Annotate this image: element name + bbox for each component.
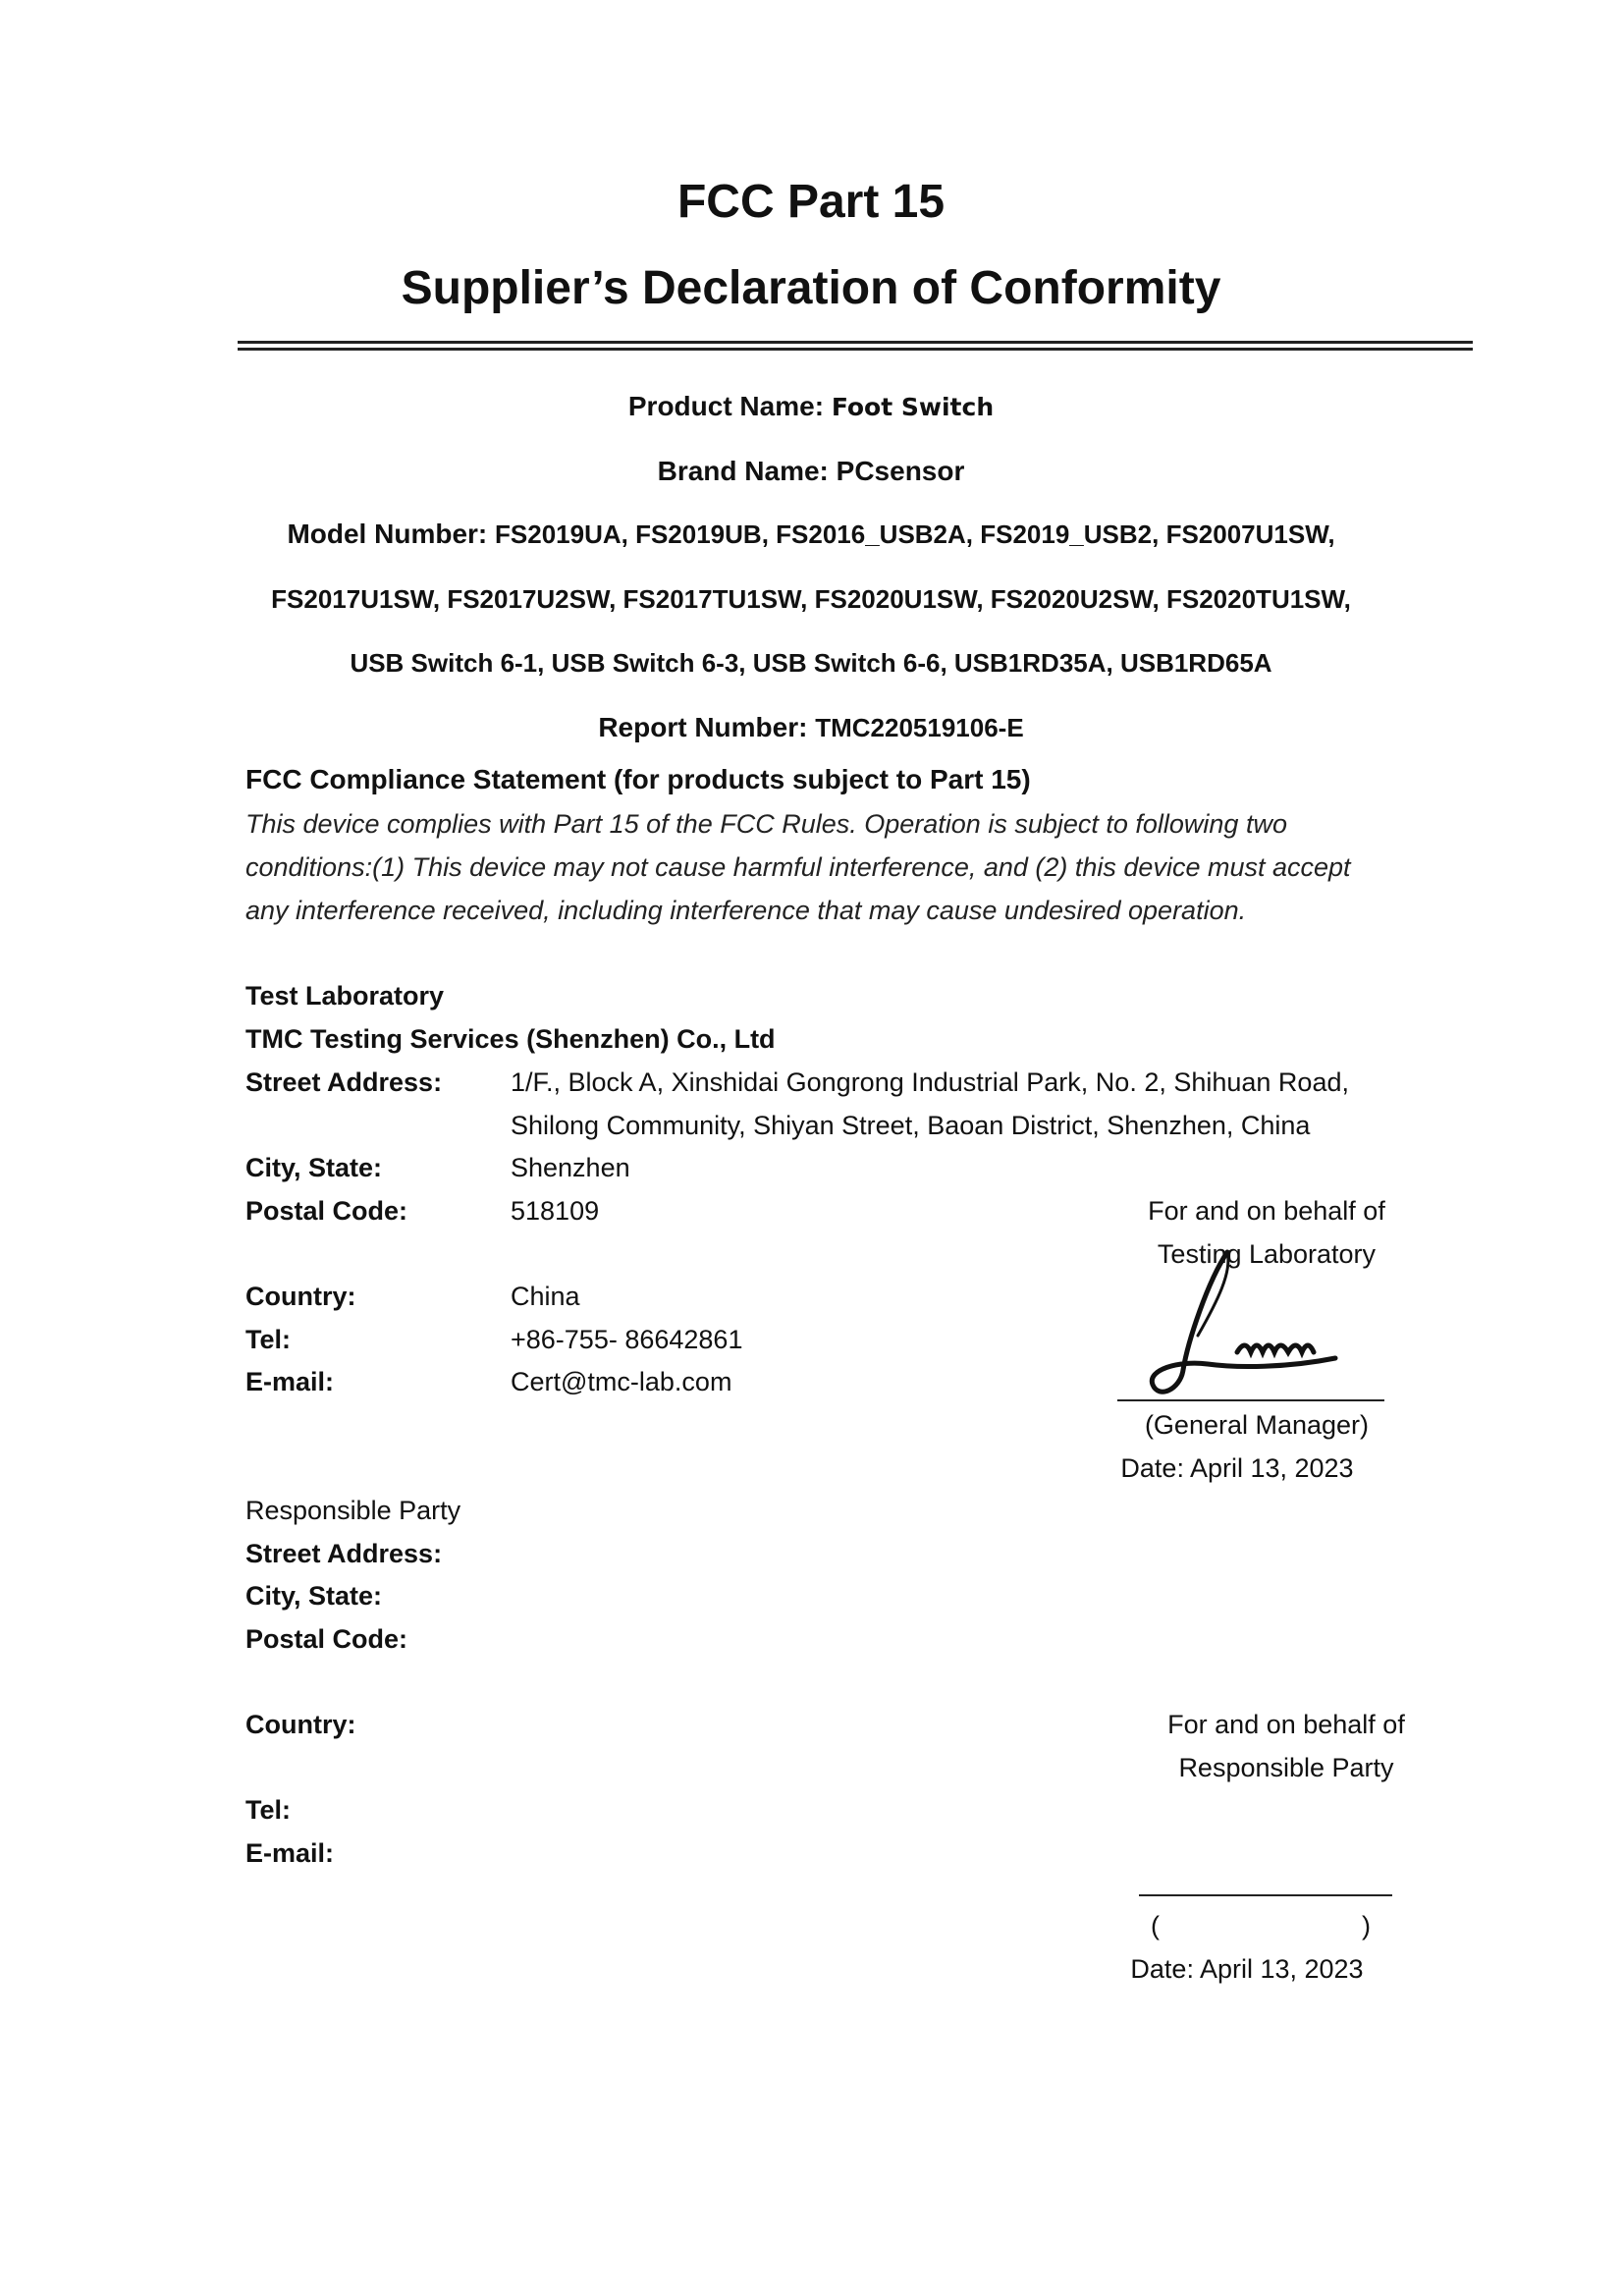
model-number-label: Model Number:	[287, 519, 488, 549]
lab-city-value: Shenzhen	[511, 1153, 630, 1182]
responsible-paren-close: )	[1362, 1911, 1371, 1941]
model-number-value-1: FS2019UA, FS2019UB, FS2016_USB2A, FS2019_USB2, FS2007U1SW,	[495, 519, 1335, 549]
double-rule-bottom	[238, 348, 1473, 351]
responsible-city-label: City, State:	[245, 1581, 383, 1611]
responsible-paren-open: (	[1151, 1911, 1160, 1941]
brand-name-label: Brand Name:	[657, 456, 829, 486]
responsible-email-label: E-mail:	[245, 1838, 335, 1868]
compliance-text-line-3: any interference received, including interference that may cause undesired operation.	[245, 896, 1247, 925]
brand-name-line	[0, 456, 1622, 487]
lab-tel-value: +86-755- 86642861	[511, 1325, 743, 1354]
double-rule-top	[238, 341, 1473, 344]
lab-behalf-line-2: Testing Laboratory	[1157, 1239, 1377, 1269]
responsible-signature-line	[1139, 1894, 1392, 1896]
responsible-country-label: Country:	[245, 1710, 356, 1739]
lab-street-value-1: 1/F., Block A, Xinshidai Gongrong Industrial Park, No. 2, Shihuan Road,	[511, 1067, 1349, 1097]
compliance-heading: FCC Compliance Statement (for products subject to Part 15)	[245, 764, 1031, 794]
responsible-date: Date: April 13, 2023	[1130, 1954, 1364, 1984]
model-number-line-1	[0, 519, 1622, 550]
lab-postal-value: 518109	[511, 1196, 600, 1226]
responsible-heading: Responsible Party	[245, 1496, 461, 1525]
lab-date: Date: April 13, 2023	[1120, 1453, 1354, 1483]
compliance-text-line-1: This device complies with Part 15 of the FCC Rules. Operation is subject to following two	[245, 809, 1287, 839]
responsible-postal-label: Postal Code:	[245, 1624, 408, 1654]
model-number-line-3: USB Switch 6-1, USB Switch 6-3, USB Switch 6-6, USB1RD35A, USB1RD65A	[350, 648, 1272, 678]
compliance-text-line-2: conditions:(1) This device may not cause harmful interference, and (2) this device must accept	[245, 852, 1351, 882]
lab-signature-line	[1117, 1399, 1384, 1401]
lab-street-value-2: Shilong Community, Shiyan Street, Baoan District, Shenzhen, China	[511, 1111, 1311, 1140]
lab-behalf-line-1: For and on behalf of	[1148, 1196, 1385, 1226]
lab-email-label: E-mail:	[245, 1367, 335, 1396]
lab-email-value: Cert@tmc-lab.com	[511, 1367, 732, 1396]
report-number-label: Report Number:	[598, 712, 808, 742]
report-number-value: TMC220519106-E	[815, 713, 1024, 742]
brand-name-value: PCsensor	[836, 456, 965, 486]
responsible-street-label: Street Address:	[245, 1539, 443, 1568]
lab-street-label: Street Address:	[245, 1067, 443, 1097]
lab-tel-label: Tel:	[245, 1325, 291, 1354]
lab-heading: Test Laboratory	[245, 981, 445, 1011]
lab-country-value: China	[511, 1282, 580, 1311]
responsible-tel-label: Tel:	[245, 1795, 291, 1825]
product-name-line	[0, 391, 1622, 422]
report-number-line	[0, 712, 1622, 743]
title-line-2: Supplier’s Declaration of Conformity	[401, 262, 1221, 314]
lab-city-label: City, State:	[245, 1153, 383, 1182]
product-name-label: Product Name:	[627, 391, 825, 421]
lab-signature	[1139, 1242, 1375, 1409]
lab-country-label: Country:	[245, 1282, 356, 1311]
product-name-value: Foot Switch	[831, 393, 995, 421]
lab-company: TMC Testing Services (Shenzhen) Co., Ltd	[245, 1024, 776, 1054]
responsible-behalf-line-1: For and on behalf of	[1167, 1710, 1405, 1739]
model-number-line-2: FS2017U1SW, FS2017U2SW, FS2017TU1SW, FS2020U1SW, FS2020U2SW, FS2020TU1SW,	[271, 584, 1351, 614]
lab-signer-title: (General Manager)	[1144, 1410, 1370, 1440]
title-line-1: FCC Part 15	[676, 176, 946, 228]
lab-postal-label: Postal Code:	[245, 1196, 408, 1226]
responsible-behalf-line-2: Responsible Party	[1178, 1753, 1394, 1782]
